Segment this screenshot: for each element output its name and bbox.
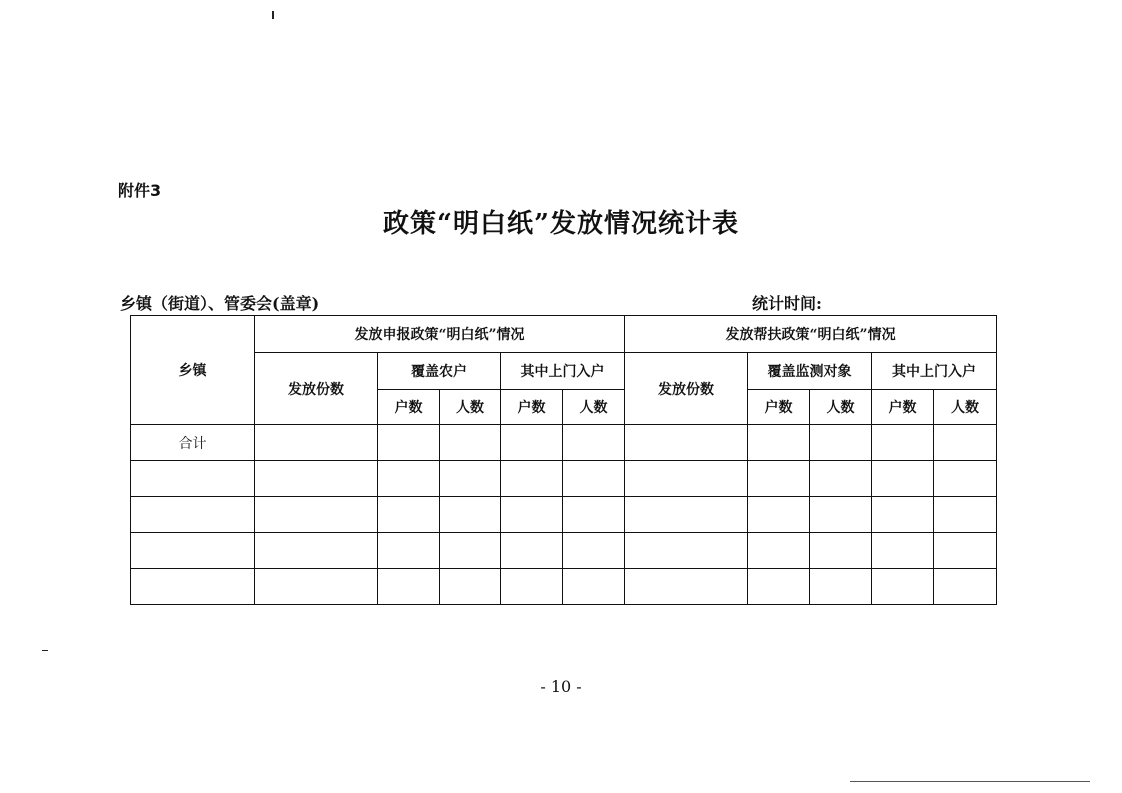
table-cell[interactable] (934, 497, 997, 533)
assistance-policy-header: 发放帮扶政策“明白纸”情况 (625, 316, 997, 353)
table-cell[interactable] (563, 497, 625, 533)
table-cell[interactable] (501, 461, 563, 497)
table-cell[interactable] (748, 461, 810, 497)
document-title: 政策“明白纸”发放情况统计表 (383, 209, 739, 239)
table-row (131, 569, 997, 605)
table-cell[interactable] (440, 569, 501, 605)
persons-header: 人数 (440, 390, 501, 425)
table-cell[interactable] (378, 425, 440, 461)
table-cell[interactable] (255, 425, 378, 461)
table-cell[interactable] (563, 569, 625, 605)
table-cell[interactable] (872, 497, 934, 533)
table-cell[interactable] (563, 533, 625, 569)
scan-line (850, 781, 1090, 782)
table-cell[interactable] (255, 533, 378, 569)
statistics-time-label: 统计时间: (752, 294, 822, 313)
scan-speck (42, 650, 48, 651)
table-row (131, 461, 997, 497)
households-header: 户数 (378, 390, 440, 425)
table-cell[interactable] (810, 497, 872, 533)
unit-label: 乡镇（街道）、管委会(盖章) (120, 294, 320, 313)
table-cell[interactable] (255, 461, 378, 497)
table-cell[interactable] (748, 569, 810, 605)
persons-header: 人数 (563, 390, 625, 425)
declaration-policy-header: 发放申报政策“明白纸”情况 (255, 316, 625, 353)
table-cell[interactable] (934, 569, 997, 605)
table-cell[interactable] (625, 533, 748, 569)
issued-copies-header: 发放份数 (255, 353, 378, 425)
table-cell[interactable] (378, 533, 440, 569)
table-cell[interactable] (748, 533, 810, 569)
table-row (131, 497, 997, 533)
persons-header: 人数 (934, 390, 997, 425)
table-cell[interactable] (255, 569, 378, 605)
persons-header: 人数 (810, 390, 872, 425)
table-cell[interactable] (378, 461, 440, 497)
table-cell[interactable] (131, 569, 255, 605)
table-cell[interactable] (440, 533, 501, 569)
table-cell[interactable] (748, 497, 810, 533)
table-cell[interactable] (625, 569, 748, 605)
table-cell[interactable] (378, 497, 440, 533)
table-cell[interactable] (625, 425, 748, 461)
table-row (131, 425, 997, 461)
households-header: 户数 (748, 390, 810, 425)
table-cell[interactable] (440, 497, 501, 533)
issued-copies-header: 发放份数 (625, 353, 748, 425)
table-cell[interactable] (563, 461, 625, 497)
table-cell[interactable] (131, 497, 255, 533)
table-cell[interactable] (440, 425, 501, 461)
table-cell[interactable] (810, 461, 872, 497)
table-cell[interactable] (563, 425, 625, 461)
table-cell[interactable] (934, 461, 997, 497)
table-cell[interactable] (255, 497, 378, 533)
total-row-label: 合计 (131, 425, 255, 461)
home-visits-header: 其中上门入户 (872, 353, 997, 390)
table-cell[interactable] (501, 569, 563, 605)
households-header: 户数 (872, 390, 934, 425)
table-cell[interactable] (748, 425, 810, 461)
scan-speck (272, 11, 274, 19)
table-cell[interactable] (872, 461, 934, 497)
table-cell[interactable] (872, 569, 934, 605)
table-cell[interactable] (934, 533, 997, 569)
page-number: - 10 - (540, 677, 582, 696)
town-header: 乡镇 (131, 316, 255, 425)
covered-monitored-header: 覆盖监测对象 (748, 353, 872, 390)
table-cell[interactable] (934, 425, 997, 461)
table-cell[interactable] (810, 425, 872, 461)
households-header: 户数 (501, 390, 563, 425)
attachment-label: 附件3 (118, 181, 162, 200)
covered-farmers-header: 覆盖农户 (378, 353, 501, 390)
table-cell[interactable] (131, 461, 255, 497)
statistics-table (130, 315, 997, 605)
table-cell[interactable] (625, 497, 748, 533)
table-cell[interactable] (872, 533, 934, 569)
table-cell[interactable] (501, 425, 563, 461)
table-cell[interactable] (872, 425, 934, 461)
table-cell[interactable] (501, 497, 563, 533)
home-visits-header: 其中上门入户 (501, 353, 625, 390)
table-cell[interactable] (810, 533, 872, 569)
table-row (131, 533, 997, 569)
table-cell[interactable] (440, 461, 501, 497)
table-cell[interactable] (810, 569, 872, 605)
table-cell[interactable] (625, 461, 748, 497)
table-cell[interactable] (501, 533, 563, 569)
table-cell[interactable] (131, 533, 255, 569)
table-cell[interactable] (378, 569, 440, 605)
